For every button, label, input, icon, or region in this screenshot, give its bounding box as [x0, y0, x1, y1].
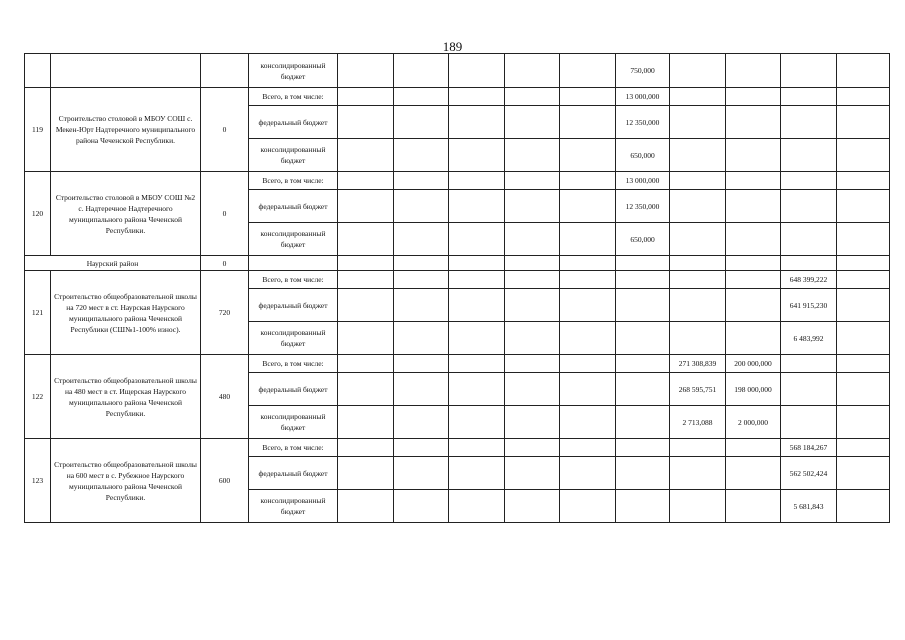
- source-label: федеральный бюджет: [249, 457, 338, 490]
- district-name: Наурский район: [25, 256, 201, 271]
- source-label: консолидированный бюджет: [249, 54, 338, 88]
- capacity-cell: [201, 54, 249, 88]
- capacity: 0: [201, 172, 249, 256]
- table-row: [25, 172, 890, 190]
- source-label: Всего, в том числе:: [249, 271, 338, 289]
- source-label: консолидированный бюджет: [249, 490, 338, 523]
- table-row: [25, 88, 890, 106]
- value-cell: 641 915,230: [781, 289, 837, 322]
- value-cell: 650,000: [616, 139, 670, 172]
- value-cell: 2 713,088: [670, 406, 726, 439]
- value-cell: 648 399,222: [781, 271, 837, 289]
- object-name: Строительство общеобразовательной школы на 480 мест в ст. Ищерская Наурского муниципального района Чеченской Республики.: [51, 355, 201, 439]
- table-row: [25, 355, 890, 373]
- value-cell: 13 000,000: [616, 88, 670, 106]
- capacity: 480: [201, 355, 249, 439]
- object-name: Строительство столовой в МБОУ СОШ с. Мекен-Юрт Надтеречного муниципального района Чеченской Республики.: [51, 88, 201, 172]
- budget-table: [24, 53, 890, 523]
- source-label: федеральный бюджет: [249, 190, 338, 223]
- value-cell: 650,000: [616, 223, 670, 256]
- source-label: Всего, в том числе:: [249, 172, 338, 190]
- object-name: Строительство столовой в МБОУ СОШ №2 с. Надтеречное Надтеречного муниципального района Чеченской Республики.: [51, 172, 201, 256]
- name-cell: [51, 54, 201, 88]
- row-number: 123: [25, 439, 51, 523]
- row-number: 119: [25, 88, 51, 172]
- value-cell: 271 308,839: [670, 355, 726, 373]
- table-row: [25, 54, 890, 88]
- value-cell: 12 350,000: [616, 190, 670, 223]
- value-cell: 2 000,000: [726, 406, 781, 439]
- source-label: федеральный бюджет: [249, 373, 338, 406]
- source-label: федеральный бюджет: [249, 289, 338, 322]
- value-cell: 6 483,992: [781, 322, 837, 355]
- capacity: 720: [201, 271, 249, 355]
- source-label: консолидированный бюджет: [249, 322, 338, 355]
- value-cell: 200 000,000: [726, 355, 781, 373]
- object-name: Строительство общеобразовательной школы на 720 мест в ст. Наурская Наурского муниципального района Чеченской Республики (СШ№1-100% износ).: [51, 271, 201, 355]
- district-row: [25, 256, 890, 271]
- value-cell: 750,000: [616, 54, 670, 88]
- table-row: [25, 271, 890, 289]
- source-label: Всего, в том числе:: [249, 88, 338, 106]
- source-label: Всего, в том числе:: [249, 439, 338, 457]
- row-number: 120: [25, 172, 51, 256]
- value-cell: 268 595,751: [670, 373, 726, 406]
- source-label: Всего, в том числе:: [249, 355, 338, 373]
- source-label: федеральный бюджет: [249, 106, 338, 139]
- value-cell: 12 350,000: [616, 106, 670, 139]
- source-label: консолидированный бюджет: [249, 406, 338, 439]
- row-number: 121: [25, 271, 51, 355]
- capacity: 600: [201, 439, 249, 523]
- num-cell: [25, 54, 51, 88]
- value-cell: 198 000,000: [726, 373, 781, 406]
- row-number: 122: [25, 355, 51, 439]
- source-label: консолидированный бюджет: [249, 223, 338, 256]
- table-row: [25, 439, 890, 457]
- capacity: 0: [201, 88, 249, 172]
- value-cell: 568 184,267: [781, 439, 837, 457]
- source-label: консолидированный бюджет: [249, 139, 338, 172]
- object-name: Строительство общеобразовательной школы на 600 мест в с. Рубежное Наурского муниципального района Чеченской Республики.: [51, 439, 201, 523]
- value-cell: 562 502,424: [781, 457, 837, 490]
- value-cell: 5 681,843: [781, 490, 837, 523]
- page-number: 189: [442, 39, 463, 54]
- district-capacity: 0: [201, 256, 249, 271]
- value-cell: 13 000,000: [616, 172, 670, 190]
